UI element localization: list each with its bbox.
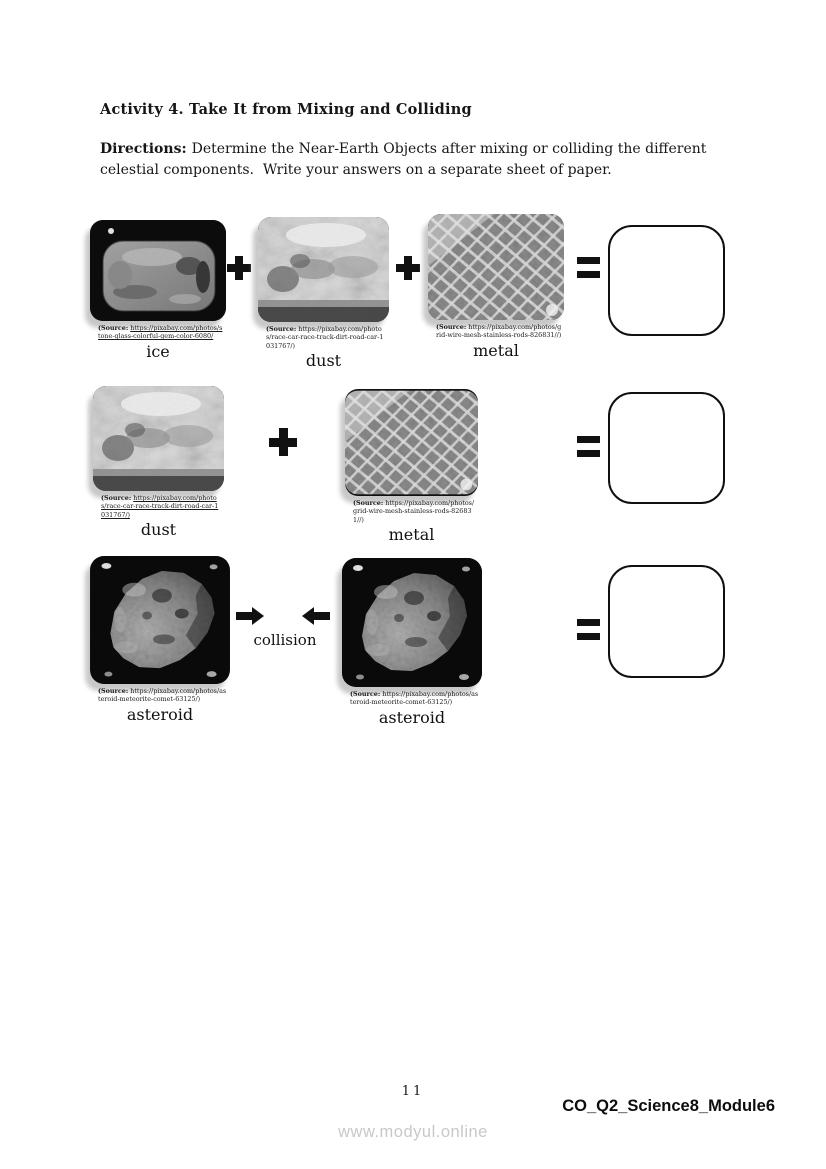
source-citation: [90, 684, 230, 704]
figure-label: dust: [305, 351, 342, 371]
figure-label: metal: [473, 340, 519, 360]
source-prefix: (Source:: [266, 325, 297, 333]
collision-label: collision: [253, 631, 317, 649]
metal-photo: [428, 214, 564, 320]
plus-icon: [269, 428, 297, 456]
page-number: 11: [401, 1084, 425, 1099]
directions-text: Determine the Near-Earth Objects after mixing or colliding the different celestial components. Write your answers on a separate sheet of paper.: [100, 141, 711, 178]
source-prefix: (Source:: [353, 499, 384, 507]
source-citation: [258, 322, 389, 350]
metal-photo: [345, 389, 478, 496]
source-prefix: (Source:: [98, 687, 129, 695]
source-prefix: (Source:: [350, 690, 381, 698]
answer-box-2: [608, 392, 725, 504]
equals-icon: [577, 619, 600, 640]
figure-label: metal: [388, 525, 435, 545]
figure-label: dust: [140, 520, 177, 540]
source-link: https://pixabay.com/photos/race-car-race-track-dirt-road-car-1031767/): [266, 325, 384, 350]
answer-box-3: [608, 565, 725, 678]
directions: [100, 139, 758, 180]
arrow-right-icon: [236, 607, 264, 625]
source-link: https://pixabay.com/photos/asteroid-meteorite-comet-63125/): [350, 690, 479, 707]
dust-photo: [93, 386, 224, 491]
source-link: https://pixabay.com/photos/asteroid-meteorite-comet-63125/): [98, 687, 227, 704]
source-citation: [342, 687, 482, 707]
figure-label: ice: [146, 341, 170, 361]
source-citation: [345, 496, 478, 524]
figure-metal-2: [345, 389, 478, 544]
answer-box-1: [608, 225, 725, 336]
figure-label: asteroid: [126, 704, 194, 724]
plus-icon: [227, 256, 251, 280]
ice-photo: [90, 220, 226, 321]
equals-icon: [577, 257, 600, 278]
source-citation: [90, 321, 226, 341]
figure-asteroid-1: [90, 556, 230, 724]
figure-metal-1: [428, 214, 564, 360]
activity-title: Activity 4. Take It from Mixing and Colliding: [100, 101, 472, 118]
source-link[interactable]: https://pixabay.com/photos/stone-glass-colorful-gem-color-6080/: [98, 324, 223, 341]
asteroid-photo: [342, 558, 482, 687]
figure-dust-1: [258, 217, 389, 370]
watermark: www.modyul.online: [338, 1123, 488, 1141]
source-link: https://pixabay.com/photos/grid-wire-mesh-stainless-rods-826831//): [436, 323, 562, 340]
arrow-left-icon: [302, 607, 330, 625]
figure-label: asteroid: [378, 707, 446, 727]
equals-icon: [577, 436, 600, 457]
source-link[interactable]: https://pixabay.com/photos/race-car-race-track-dirt-road-car-1031767/): [101, 494, 219, 519]
asteroid-photo: [90, 556, 230, 684]
source-prefix: (Source:: [101, 494, 132, 502]
source-citation: [93, 491, 224, 519]
source-prefix: (Source:: [436, 323, 467, 331]
dust-photo: [258, 217, 389, 322]
figure-asteroid-2: [342, 558, 482, 727]
figure-dust-2: [93, 386, 224, 539]
plus-icon: [396, 256, 420, 280]
figure-ice: [90, 220, 226, 361]
source-citation: [428, 320, 564, 340]
source-link: https://pixabay.com/photos/grid-wire-mesh-stainless-rods-826831//): [353, 499, 475, 524]
directions-label: Directions:: [100, 141, 187, 157]
source-prefix: (Source:: [98, 324, 129, 332]
module-code: CO_Q2_Science8_Module6: [562, 1097, 775, 1115]
